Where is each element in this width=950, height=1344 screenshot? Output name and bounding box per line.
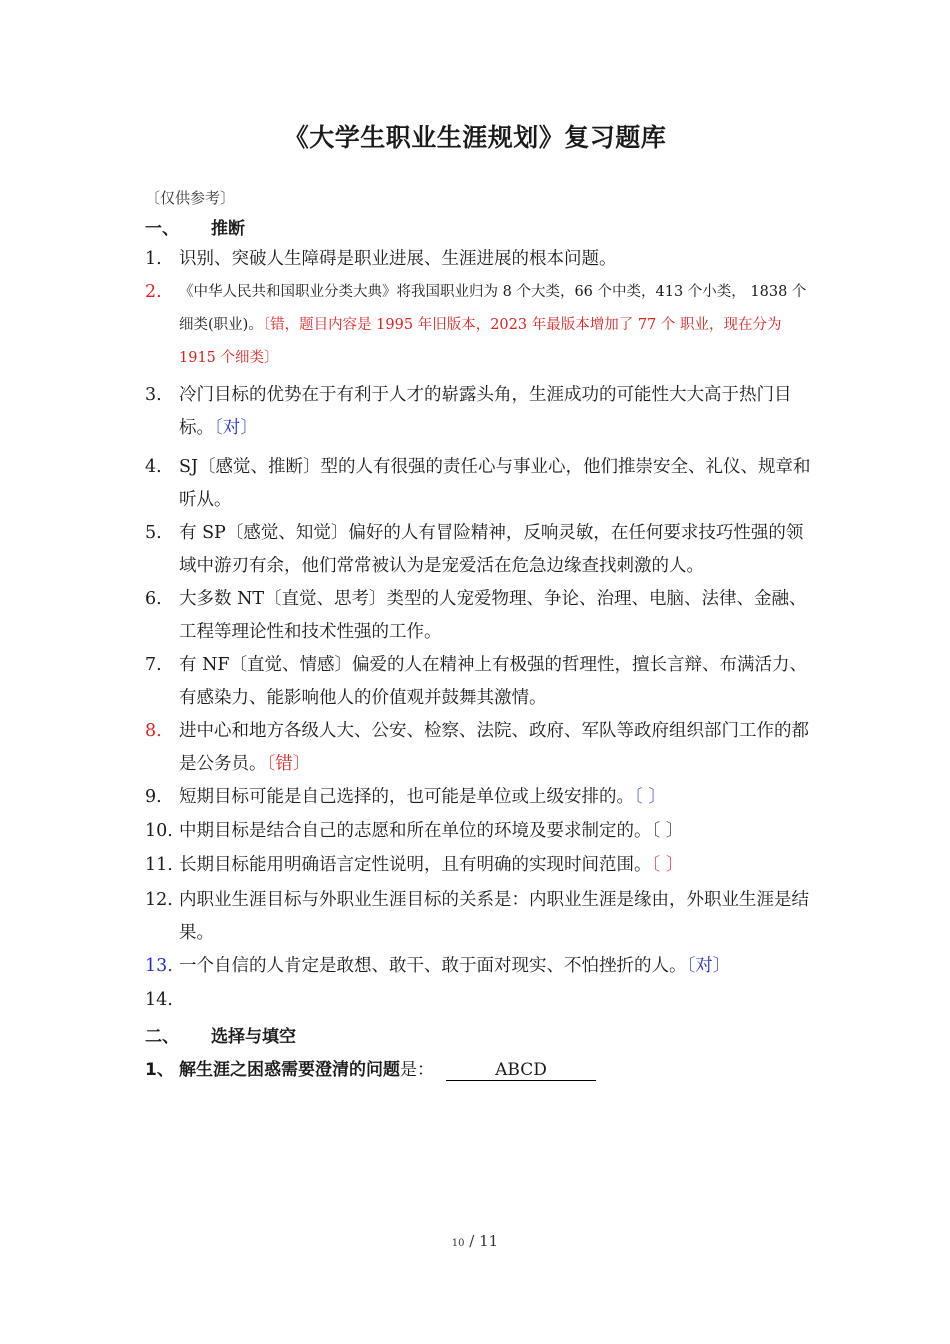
answer-blank: ABCD: [446, 1060, 596, 1081]
fill-question: [145, 1055, 596, 1081]
question-text: 解生涯之困惑需要澄清的问题: [179, 1060, 400, 1080]
list-item: [145, 849, 815, 882]
item-text: 内职业生涯目标与外职业生涯目标的关系是：内职业生涯是缘由，外职业生涯是结果。: [179, 890, 809, 943]
item-text: 长期目标能用明确语言定性说明，且有明确的实现时间范围。: [179, 855, 652, 875]
item-number: 2.: [145, 282, 162, 302]
page-title: 《大学生职业生涯规划》复习题库: [283, 123, 667, 152]
item-text: 大多数 NT〔直觉、思考〕类型的人宠爱物理、争论、治理、电脑、法律、金融、工程等理论性和技术性强的工作。: [179, 589, 807, 642]
item-number: 8.: [145, 721, 162, 741]
page-total: / 11: [469, 1232, 499, 1250]
item-number: 13.: [145, 956, 173, 976]
list-item: [145, 649, 815, 715]
item-text: 中期目标是结合自己的志愿和所在单位的环境及要求制定的。〔 〕: [179, 821, 684, 841]
list-item: [145, 243, 815, 276]
item-text: 有 SP〔感觉、知觉〕偏好的人有冒险精神，反响灵敏，在任何要求技巧性强的领域中游刃有余，他们常常被认为是宠爱活在危急边缘查找刺激的人。: [179, 523, 804, 576]
list-item: [145, 517, 815, 583]
item-text: 短期目标可能是自己选择的，也可能是单位或上级安排的。: [179, 787, 634, 807]
item-text: 《中华人民共和国职业分类大典》将我国职业归为 8 个大类，66 个中类，413 个小类， 1838 个细类(职业)。: [179, 284, 807, 333]
section-number: 二、: [145, 1027, 179, 1047]
item-number: 1.: [145, 249, 162, 269]
item-number: 6.: [145, 589, 162, 609]
section-label: 推断: [211, 219, 245, 239]
reference-note: 〔仅供参考〕: [145, 189, 236, 207]
item-text: 一个自信的人肯定是敢想、敢干、敢于面对现实、不怕挫折的人。: [179, 956, 687, 976]
item-text: 识别、突破人生障碍是职业进展、生涯进展的根本问题。: [179, 249, 617, 269]
item-number: 12.: [145, 890, 173, 910]
answer-mark: 〔错〕: [266, 754, 311, 774]
list-item: [145, 815, 815, 848]
item-number: 10.: [145, 821, 173, 841]
item-number: 9.: [145, 787, 162, 807]
item-text: 进中心和地方各级人大、公安、检察、法院、政府、军队等政府组织部门工作的都是公务员。: [179, 721, 809, 774]
item-text: 有 NF〔直觉、情感〕偏爱的人在精神上有极强的哲理性，擅长言辩、布满活力、有感染力、能影响他人的价值观并鼓舞其激情。: [179, 655, 808, 708]
page-footer: [0, 1232, 950, 1250]
list-item: [145, 781, 815, 814]
list-item: [145, 276, 815, 375]
list-item: [145, 379, 815, 445]
answer-mark: 〔对〕: [686, 956, 731, 976]
item-text: 冷门目标的优势在于有利于人才的崭露头角，生涯成功的可能性大大高于热门目标。: [179, 385, 792, 438]
section-heading-judgment: [145, 214, 245, 239]
list-item: [145, 950, 815, 983]
item-number: 14.: [145, 990, 173, 1010]
list-item: [145, 583, 815, 649]
answer-mark: 〔错，题目内容是 1995 年旧版本，2023 年最版本增加了 77 个 职业，现在分为 1915 个细类〕: [179, 317, 782, 366]
section-label: 选择与填空: [211, 1027, 296, 1047]
list-item: [145, 715, 815, 781]
item-number: 7.: [145, 655, 162, 675]
item-number: 5.: [145, 523, 162, 543]
section-number: 一、: [145, 219, 179, 239]
item-number: 4.: [145, 457, 162, 477]
answer-mark: 〔对〕: [214, 418, 258, 438]
list-item: [145, 451, 815, 517]
question-number: 1、: [145, 1060, 174, 1080]
section-heading-choice: [145, 1022, 296, 1047]
list-item: [145, 884, 815, 950]
answer-mark: 〔 〕: [651, 855, 684, 875]
item-number: 11.: [145, 855, 173, 875]
answer-mark: 〔 〕: [634, 787, 666, 807]
item-number: 3.: [145, 385, 162, 405]
item-text: SJ〔感觉、推断〕型的人有很强的责任心与事业心，他们推崇安全、礼仪、规章和听从。: [179, 457, 811, 510]
page-number: 10: [451, 1238, 465, 1249]
question-suffix: 是：: [400, 1060, 434, 1080]
